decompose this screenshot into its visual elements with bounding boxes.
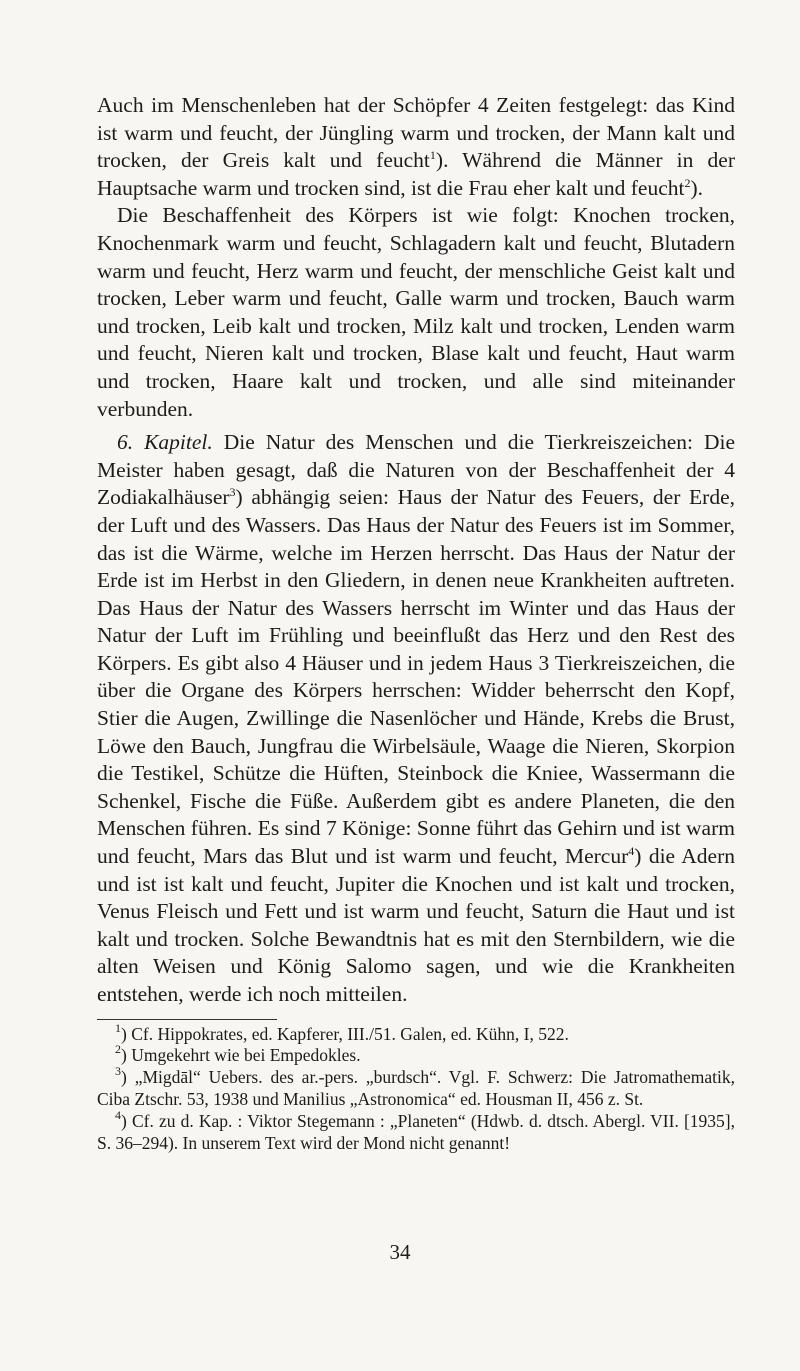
footnote-ref-4[interactable]: 4 [628, 844, 635, 859]
footnote-2: $^2$) Umgekehrt wie bei Empedokles. [115, 1042, 361, 1066]
paragraph-2: Die Beschaffenheit des Körpers ist wie folgt: Knochen trocken, Knochenmark warm und feucht, Schlagadern kalt und feucht, Blutadern warm und feucht, Herz warm und feucht, der menschliche Geist kalt und trocken, Leber warm und feucht, Galle warm und trocken, Bauch warm und trocken, Leib kalt und trocken, Milz kalt und trocken, Lenden warm und feucht, Nieren kalt und trocken, Blase kalt und feucht, Haut warm und trocken, Haare kalt und trocken, und alle sind miteinander verbunden. [97, 203, 735, 421]
page-number: 34 [389, 1240, 411, 1264]
paragraph-1: Auch im Menschenleben hat der Schöpfer 4 Zeiten festgelegt: das Kind ist warm und feucht, der Jüngling warm und trocken, der Mann kalt und trocken, der Greis kalt und feucht$^1$). Während die Männer in der Hauptsache warm und trocken sind, ist die Frau eher kalt und feucht$^2$). [97, 93, 735, 200]
page-content [97, 92, 735, 1154]
footnote-ref-3[interactable]: 3 [229, 485, 236, 500]
footnote-ref-2[interactable]: 2 [684, 175, 691, 190]
footnote-ref-1[interactable]: 1 [429, 148, 436, 163]
footnotes [97, 1020, 735, 1155]
footnote-divider [97, 1019, 277, 1020]
footnote-4: $^4$) Cf. zu d. Kap. : Viktor Stegemann : „Planeten“ (Hdwb. d. dtsch. Abergl. VII. [1935], S. 36–294). In unserem Text wird der Mond nicht genannt! [97, 1107, 735, 1153]
footnote-3: $^3$) „Migdāl“ Uebers. des ar.-pers. „burdsch“. Vgl. F. Schwerz: Die Jatromathematik, Ciba Ztschr. 53, 1938 und Manilius „Astronomica“ ed. Housman II, 456 z. St. [97, 1064, 735, 1109]
footnote-1: $^1$) Cf. Hippokrates, ed. Kapferer, III./51. Galen, ed. Kühn, I, 522. [115, 1020, 569, 1044]
chapter-heading: 6. Kapitel. [117, 430, 213, 455]
paragraph-3: 6. Kapitel. Die Natur des Menschen und die Tierkreiszeichen: Die Meister haben gesagt, daß die Naturen von der Beschaffenheit der 4 Zodiakalhäuser$^3$) abhängig seien: Haus der Natur des Feuers, der Erde, der Luft und des Wassers. Das Haus der Natur des Feuers ist im Sommer, das ist die Wärme, welche im Herzen herrscht. Das Haus der Natur der Erde ist im Herbst in den Gliedern, in denen neue Krankheiten auftreten. Das Haus der Natur des Wassers herrscht im Winter und das Haus der Natur der Luft im Frühling und beeinflußt das Herz und den Rest des Körpers. Es gibt also 4 Häuser und in jedem Haus 3 Tierkreiszeichen, die über die Organe des Körpers herrschen: Widder beherrscht den Kopf, Stier die Augen, Zwillinge die Nasenlöcher und Hände, Krebs die Brust, Löwe den Bauch, Jungfrau die Wirbelsäule, Waage die Nieren, Skorpion die Testikel, Schütze die Hüften, Steinbock die Kniee, Wassermann die Schenkel, Fische die Füße. Außerdem gibt es andere Planeten, die den Menschen führen. Es sind 7 Könige: Sonne führt das Gehirn und ist warm und feucht, Mars das Blut und ist warm und feucht, Mercur$^4$) die Adern und ist ist kalt und feucht, Jupiter die Knochen und ist kalt und trocken, Venus Fleisch und Fett und ist warm und feucht, Saturn die Haut und ist kalt und trocken. Solche Bewandtnis hat es mit den Sternbildern, wie die alten Weisen und König Salomo sagen, und wie die Krankheiten entstehen, werde ich noch mitteilen. [97, 430, 736, 1006]
